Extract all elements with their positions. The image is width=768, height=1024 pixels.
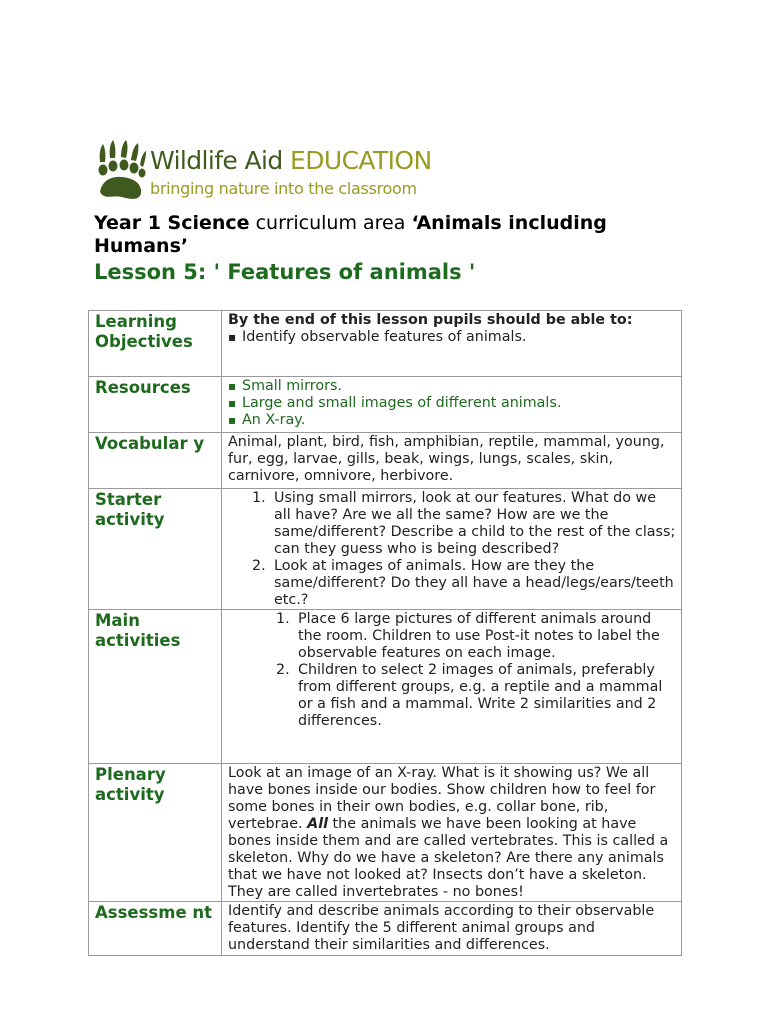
item-number: 2. xyxy=(252,558,266,574)
item-number: 1. xyxy=(252,490,266,506)
objectives-row xyxy=(89,311,682,377)
plenary-row xyxy=(89,764,682,902)
main-row xyxy=(89,610,682,764)
item-text: Using small mirrors, look at our features. What do we all have? Are we all the same? How are we the same/different? Describe a child to the rest of the class; can they guess who is being described? xyxy=(274,490,676,557)
vocabulary-label: Vocabular y xyxy=(89,433,222,489)
starter-list xyxy=(228,490,677,609)
item-text: Look at images of animals. How are they the same/different? Do they all have a head/legs/ears/teeth etc.? xyxy=(274,558,674,608)
resource-item: ▪ Large and small images of different animals. xyxy=(228,395,677,412)
logo-tagline: bringing nature into the classroom xyxy=(150,179,417,198)
starter-content xyxy=(222,489,682,610)
vocabulary-row xyxy=(89,433,682,489)
objectives-label: Learning Objectives xyxy=(89,311,222,377)
item-number: 2. xyxy=(276,662,290,678)
assessment-label: Assessme nt xyxy=(89,902,222,956)
starter-row xyxy=(89,489,682,610)
lesson-title: Lesson 5: ' Features of animals ' xyxy=(94,260,476,284)
main-item xyxy=(228,662,677,730)
objective-item: ▪ Identify observable features of animals. xyxy=(228,329,677,346)
curriculum-area: ‘Animals including Humans’ xyxy=(94,212,607,257)
resource-item: ▪ An X-ray. xyxy=(228,412,677,429)
item-text: Place 6 large pictures of different animals around the room. Children to use Post-it notes to label the observable features on each image. xyxy=(298,611,660,661)
logo xyxy=(96,140,456,206)
lesson-heading xyxy=(94,212,694,258)
main-list xyxy=(228,611,677,730)
main-label: Main activities xyxy=(89,610,222,764)
lesson-plan-table xyxy=(88,310,682,956)
logo-brand: Wildlife Aid xyxy=(150,146,283,175)
resource-item: ▪ Small mirrors. xyxy=(228,378,677,395)
logo-title xyxy=(150,146,432,176)
plenary-label: Plenary activity xyxy=(89,764,222,902)
resources-list xyxy=(228,378,677,429)
plenary-text-after: the animals we have been looking at have bones inside them and are called vertebrates. This is called a skeleton. Why do we have a skeleton? Are there any animals that we have not looked at? Insects don’t have a skeleton. They are called invertebrates - no bones! xyxy=(228,816,669,900)
logo-education: EDUCATION xyxy=(290,146,432,175)
objectives-content xyxy=(222,311,682,377)
year-subject: Year 1 Science xyxy=(94,212,250,234)
plenary-content xyxy=(222,764,682,902)
objectives-intro: By the end of this lesson pupils should be able to: xyxy=(228,312,633,328)
starter-item xyxy=(228,490,677,558)
resources-label: Resources xyxy=(89,377,222,433)
starter-label: Starter activity xyxy=(89,489,222,610)
objectives-list xyxy=(228,329,677,346)
paw-print-icon xyxy=(96,140,146,200)
starter-item xyxy=(228,558,677,609)
vocabulary-content: Animal, plant, bird, fish, amphibian, reptile, mammal, young, fur, egg, larvae, gills, beak, wings, lungs, scales, skin, carnivore, omnivore, herbivore. xyxy=(222,433,682,489)
resources-content xyxy=(222,377,682,433)
item-number: 1. xyxy=(276,611,290,627)
curriculum-text: curriculum area xyxy=(249,212,412,234)
resources-row xyxy=(89,377,682,433)
assessment-content: Identify and describe animals according to their observable features. Identify the 5 different animal groups and understand their similarities and differences. xyxy=(222,902,682,956)
plenary-text-before: Look at an image of an X-ray. What is it showing us? We all have bones inside our bodies. Show children how to feel for some bones in their own bodies, e.g. collar bone, rib, vertebrae. xyxy=(228,765,656,832)
plenary-emphasis: All xyxy=(307,816,329,832)
main-content xyxy=(222,610,682,764)
main-item xyxy=(228,611,677,662)
assessment-row xyxy=(89,902,682,956)
item-text: Children to select 2 images of animals, preferably from different groups, e.g. a reptile and a mammal or a fish and a mammal. Write 2 similarities and 2 differences. xyxy=(298,662,663,729)
